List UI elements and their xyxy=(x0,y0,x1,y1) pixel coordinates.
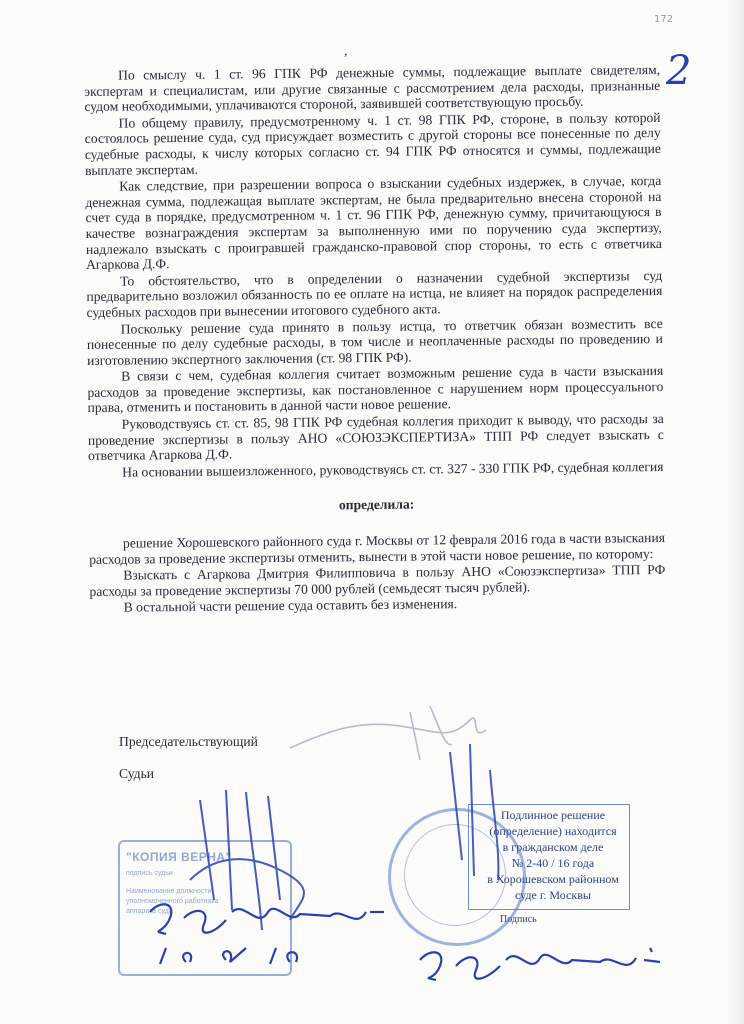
copy-stamp-line: подпись судьи xyxy=(126,870,173,877)
court-stamp-line: суде г. Москвы xyxy=(515,888,591,902)
judges-signature-label: Судьи xyxy=(119,766,155,781)
court-stamp-line: Подлинное решение xyxy=(500,808,606,822)
handwritten-page-number: 2 xyxy=(666,48,692,94)
paragraph: Поскольку решение суда принято в пользу истца, то ответчик обязан возместить все понесенные по делу судебные расходы, в том числе и неоплаченные расходы по проведению и изготовлению экспертного заключения (ст. 98 ГПК РФ). xyxy=(86,315,663,368)
paragraph: В связи с чем, судебная коллегия считает возможным решение суда в части взыскания расходов за проведение экспертизы, как постановленное с нарушением норм процессуального права, отменить и постановить в данной части новое решение. xyxy=(87,363,664,416)
court-stamp-line: в гражданском деле xyxy=(502,840,604,854)
court-stamp-line: № 2-40 / 16 года xyxy=(511,856,595,870)
paragraph: То обстоятельство, что в определении о назначении судебной экспертизы суд предварительно возложил обязанность по ее оплате на истца, не влияет на порядок распределения судебных расходов при вынесении итогового судебного акта. xyxy=(86,267,663,320)
copy-stamp-line: аппарата суда xyxy=(126,908,173,915)
top-tick-mark: , xyxy=(344,44,348,59)
copy-stamp-title: "КОПИЯ ВЕРНА" xyxy=(126,850,232,864)
ruling-paragraph: решение Хорошевского районного суда г. Москвы от 12 февраля 2016 года в части взыскания расходов за проведение экспертизы отменить, вынести в этой части новое решение, по которому: xyxy=(89,529,666,567)
paragraph: Руководствуясь ст. ст. 85, 98 ГПК РФ судебная коллегия приходит к выводу, что расходы за проведение экспертизы в пользу АНО «СОЮЗЭКСПЕРТИЗА» ТПП РФ следует взыскать с ответчика Агаркова Д.Ф. xyxy=(87,411,664,464)
paragraph: Как следствие, при разрешении вопроса о взыскании судебных издержек, в случае, когда денежная сумма, подлежащая выплате экспертам, не была предварительно внесена стороной на счет суда в порядке, предусмотренном ч. 1 ст. 96 ГПК РФ, денежную сумму, причитающуюся в качестве вознаграждения экспертам за выполненную ими по поручению суда экспертизу, надлежало взыскать с проигравшей гражданско-правовой спор стороны, то есть с ответчика Агаркова Д.Ф. xyxy=(85,173,662,273)
chair-signature-label: Председательствующий xyxy=(119,734,258,749)
ruling-paragraph: Взыскать с Агаркова Дмитрия Филипповича в пользу АНО «Союзэкспертиза» ТПП РФ расходы за проведение экспертизы 70 000 рублей (семьдесят тысяч рублей). xyxy=(89,562,666,599)
copy-stamp-line: Наименование должности xyxy=(126,888,212,895)
chair-signature-scribble xyxy=(290,706,486,760)
court-stamp-sign-label: Подпись xyxy=(500,914,537,925)
paragraph: На основании вышеизложенного, руководствуясь ст. ст. 327 - 330 ГПК РФ, судебная коллегия xyxy=(122,458,664,480)
ruling-paragraph: В остальной части решение суда оставить без изменения. xyxy=(123,596,458,616)
copy-verified-stamp xyxy=(118,840,292,976)
paragraph: По смыслу ч. 1 ст. 96 ГПК РФ денежные суммы, подлежащие выплате свидетелям, экспертам и специалистам, или другие связанные с рассмотрением дела расходы, признанные судом необходимыми, уплачиваются стороной, заявившей соответствующую просьбу. xyxy=(84,61,661,115)
page-edge-shadow xyxy=(726,0,744,1024)
ruling-heading: определила: xyxy=(338,497,415,513)
copy-stamp-line: уполномоченного работника xyxy=(126,898,219,905)
court-stamp-line: (определение) находится xyxy=(489,824,617,838)
secretary-handwriting-2 xyxy=(420,948,660,980)
paragraph: По общему правилу, предусмотренному ч. 1 ст. 98 ГПК РФ, стороне, в пользу которой состоялось решение суда, суд присуждает возместить с другой стороны все понесенные по делу судебные расходы, к числу которых согласно ст. 94 ГПК РФ относятся и суммы, подлежащие выплате экспертам. xyxy=(84,109,661,178)
court-original-location-stamp xyxy=(382,790,642,940)
archive-page-mark: 172 xyxy=(654,14,674,25)
document-body xyxy=(84,62,666,617)
court-stamp-line: в Хорошевском районном xyxy=(487,872,619,886)
